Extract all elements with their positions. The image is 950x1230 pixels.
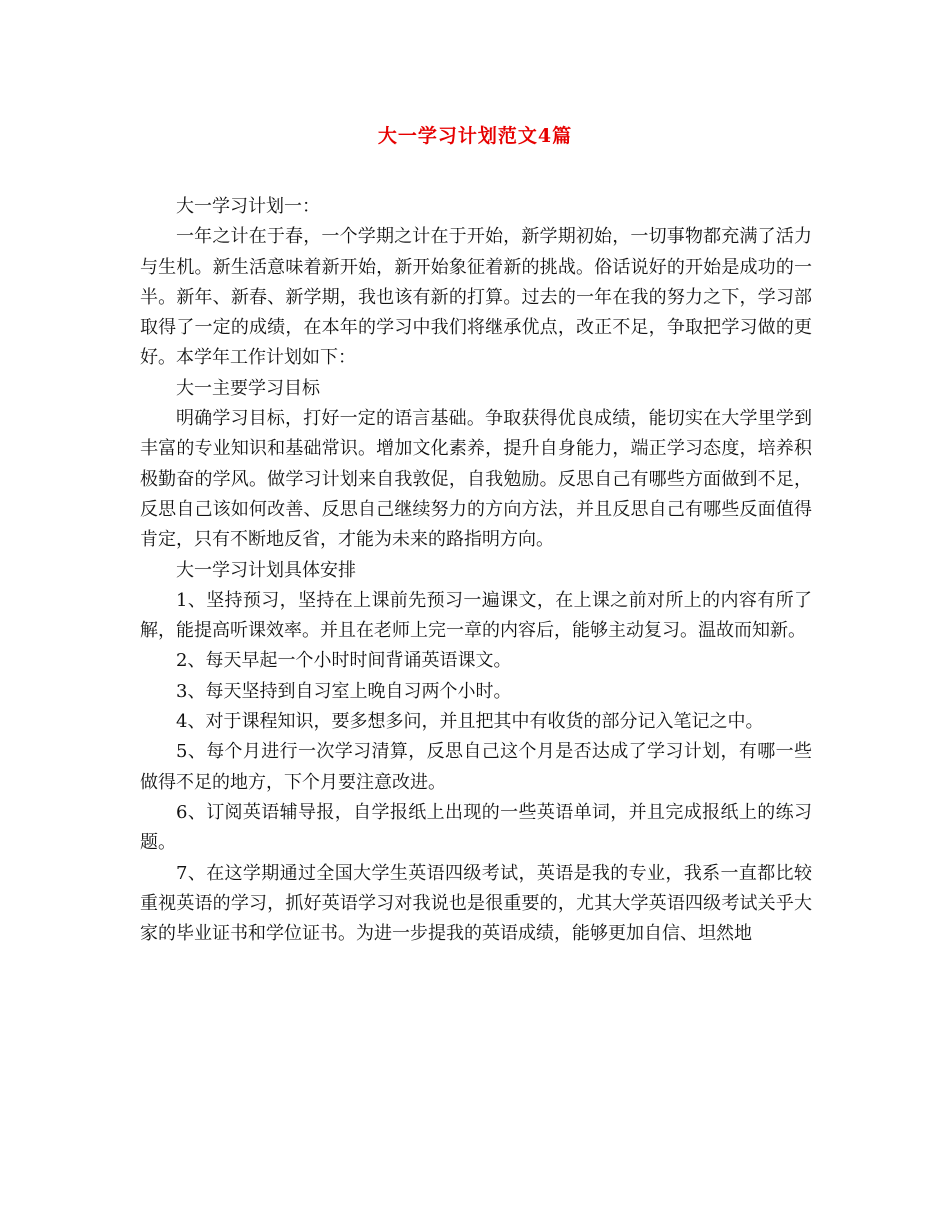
list-item-3: 3、每天坚持到自习室上晚自习两个小时。 (176, 680, 512, 702)
goals-paragraph: 明确学习目标，打好一定的语言基础。争取获得优良成绩，能切实在大学里学到丰富的专业知识和基础常识。增加文化素养，提升自身能力，端正学习态度，培养积极勤奋的学风。做学习计划来自我敦促，自我勉励。反思自己有哪些方面做到不足，反思自己该如何改善、反思自己继续努力的方向方法，并且反思自己有哪些反面值得肯定，只有不断地反省，才能为未来的路指明方向。 (140, 408, 812, 551)
document-body (140, 192, 812, 949)
list-item-7: 7、在这学期通过全国大学生英语四级考试，英语是我的专业，我系一直都比较重视英语的学习，抓好英语学习对我说也是很重要的，尤其大学英语四级考试关乎大家的毕业证书和学位证书。为进一步提我的英语成绩，能够更加自信、坦然地 (140, 862, 812, 945)
list-item-6: 6、订阅英语辅导报，自学报纸上出现的一些英语单词，并且完成报纸上的练习题。 (140, 801, 812, 854)
section-heading-plan-one: 大一学习计划一： (176, 196, 320, 217)
section-heading-goals: 大一主要学习目标 (176, 377, 320, 399)
section-heading-arrangement: 大一学习计划具体安排 (176, 559, 356, 581)
list-item-4: 4、对于课程知识，要多想多问，并且把其中有收货的部分记入笔记之中。 (176, 711, 764, 733)
document-title: 大一学习计划范文4篇 (377, 125, 573, 147)
list-item-5: 5、每个月进行一次学习清算，反思自己这个月是否达成了学习计划，有哪一些做得不足的地方，下个月要注意改进。 (140, 741, 812, 793)
intro-paragraph: 一年之计在于春，一个学期之计在于开始，新学期初始，一切事物都充满了活力与生机。新生活意味着新开始，新开始象征着新的挑战。俗话说好的开始是成功的一半。新年、新春、新学期，我也该有新的打算。过去的一年在我的努力之下，学习部取得了一定的成绩，在本年的学习中我们将继承优点，改正不足，争取把学习做的更好。本学年工作计划如下： (140, 226, 812, 369)
list-item-2: 2、每天早起一个小时时间背诵英语课文。 (176, 650, 512, 672)
list-item-1: 1、坚持预习，坚持在上课前先预习一遍课文，在上课之前对所上的内容有所了解，能提高听课效率。并且在老师上完一章的内容后，能够主动复习。温故而知新。 (140, 589, 812, 642)
